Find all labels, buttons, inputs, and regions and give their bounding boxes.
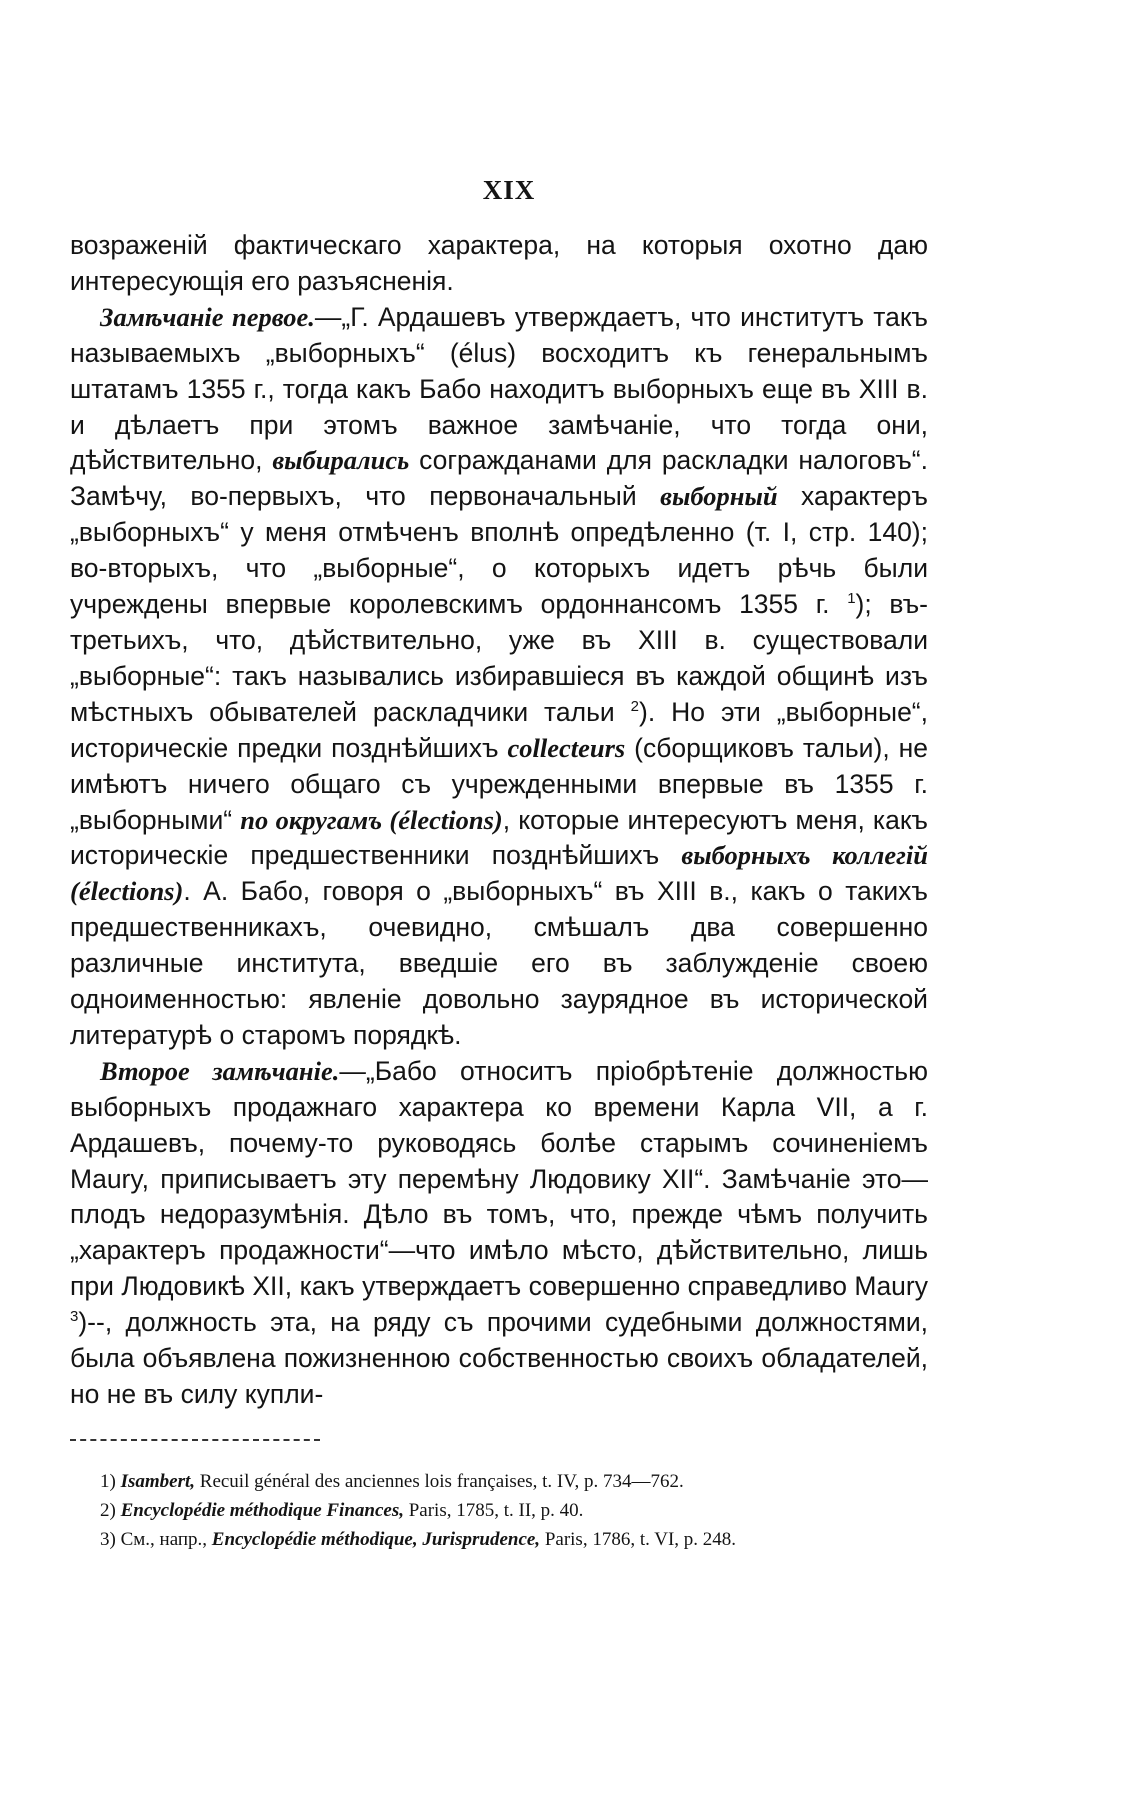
text-run: —„Г. Ардашевъ утверждаетъ, что институтъ такъ называемыхъ „выборныхъ“ (élus) восходитъ къ генеральнымъ штатамъ 1355 г., тогда какъ Бабо находитъ выборныхъ еще въ XIII в. и дѣлаетъ при этомъ важное замѣчаніе, что тогда они, дѣйствительно, [70, 301, 928, 476]
footnote-mark: 2) [100, 1499, 121, 1521]
page [70, 175, 928, 1554]
footnote-separator [70, 1439, 320, 1441]
remark-first-heading: Замѣчаніе первое. [100, 301, 315, 332]
footnote-ref-3: 3 [70, 1308, 79, 1326]
paragraph-3 [70, 1054, 928, 1413]
footnote-3 [70, 1525, 928, 1554]
text-run: ); въ-третьихъ, что, дѣйствительно, уже въ XIII в. существовали „выборные“: такъ назывались избиравшіеся въ каждой общинѣ изъ мѣстныхъ обывателей раскладчики тальи [70, 589, 928, 727]
paragraph-1-text: возраженій фактическаго характера, на которыя охотно даю интересующія его разъясненія. [70, 230, 928, 296]
footnote-prefix: См., напр., [120, 1528, 212, 1550]
footnote-rest: Paris, 1786, t. VI, p. 248. [540, 1528, 737, 1550]
text-run: (сборщиковъ тальи), не имѣютъ ничего общаго съ учрежденными впервые въ 1355 г. „выборными“ [70, 732, 928, 835]
footnote-2 [70, 1496, 928, 1525]
footnotes [70, 1467, 928, 1554]
paragraph-2 [70, 300, 928, 1054]
footnote-ref-1: 1 [847, 590, 856, 608]
footnote-source: Encyclopédie méthodique, Jurisprudence, [211, 1528, 541, 1550]
text-run: . А. Бабо, говоря о „выборныхъ“ въ XIII в., какъ о такихъ предшественникахъ, очевидно, смѣшалъ два совершенно различные института, введшіе его въ заблужденіе своею одноименностью: явленіе довольно заурядное въ исторической литературѣ о старомъ порядкѣ. [70, 876, 928, 1050]
remark-second-heading: Второе замѣчаніе. [100, 1055, 340, 1086]
footnote-mark: 3) [100, 1528, 121, 1550]
italic-run: выборный [660, 481, 778, 512]
text-run: согражданами для раскладки налоговъ“. Замѣчу, во-первыхъ, что первоначальный [70, 445, 928, 512]
footnote-source: Encyclopédie méthodique Finances, [120, 1499, 404, 1521]
italic-run: выборныхъ коллегій (élections) [70, 840, 928, 907]
italic-run: collecteurs [507, 732, 626, 763]
footnote-1 [70, 1467, 928, 1496]
page-number: XIX [482, 175, 536, 205]
footnote-ref-2: 2 [630, 697, 639, 715]
italic-run: выбирались [272, 445, 410, 476]
paragraph-1 [70, 228, 928, 300]
footnote-mark: 1) [100, 1470, 121, 1492]
text-run: )--, должность эта, на ряду съ прочими судебными должностями, была объявлена пожизненною собственностью своихъ обладателей, но не въ силу купли- [70, 1307, 928, 1409]
italic-run: по округамъ (élections) [240, 804, 503, 835]
text-run: —„Бабо относитъ пріобрѣтеніе должностью выборныхъ продажнаго характера ко времени Карла VII, а г. Ардашевъ, почему-то руководясь болѣе старымъ сочиненіемъ Maury, приписываетъ эту перемѣну Людовику XII“. Замѣчаніе это—плодъ недоразумѣнія. Дѣло въ томъ, что, прежде чѣмъ получить „характеръ продажности“—что имѣло мѣсто, дѣйствительно, лишь при Людовикѣ XII, какъ утверждаетъ совершенно справедливо Maury [70, 1055, 928, 1302]
footnote-rest: Paris, 1785, t. II, p. 40. [403, 1499, 584, 1521]
footnote-rest: Recuil général des anciennes lois françaises, t. IV, p. 734—762. [195, 1470, 684, 1492]
text-run: характеръ „выборныхъ“ у меня отмѣченъ вполнѣ опредѣленно (т. I, стр. 140); во-вторыхъ, что „выборные“, о которыхъ идетъ рѣчь были учреждены впервые королевскимъ ордоннансомъ 1355 г. [70, 481, 928, 620]
text-run: ). Но эти „выборные“, историческіе предки позднѣйшихъ [70, 696, 928, 763]
text-run: , которые интересуютъ меня, какъ историческіе предшественники позднѣйшихъ [70, 804, 928, 871]
footnote-source: Isambert, [120, 1470, 196, 1492]
body-text [70, 228, 928, 1413]
